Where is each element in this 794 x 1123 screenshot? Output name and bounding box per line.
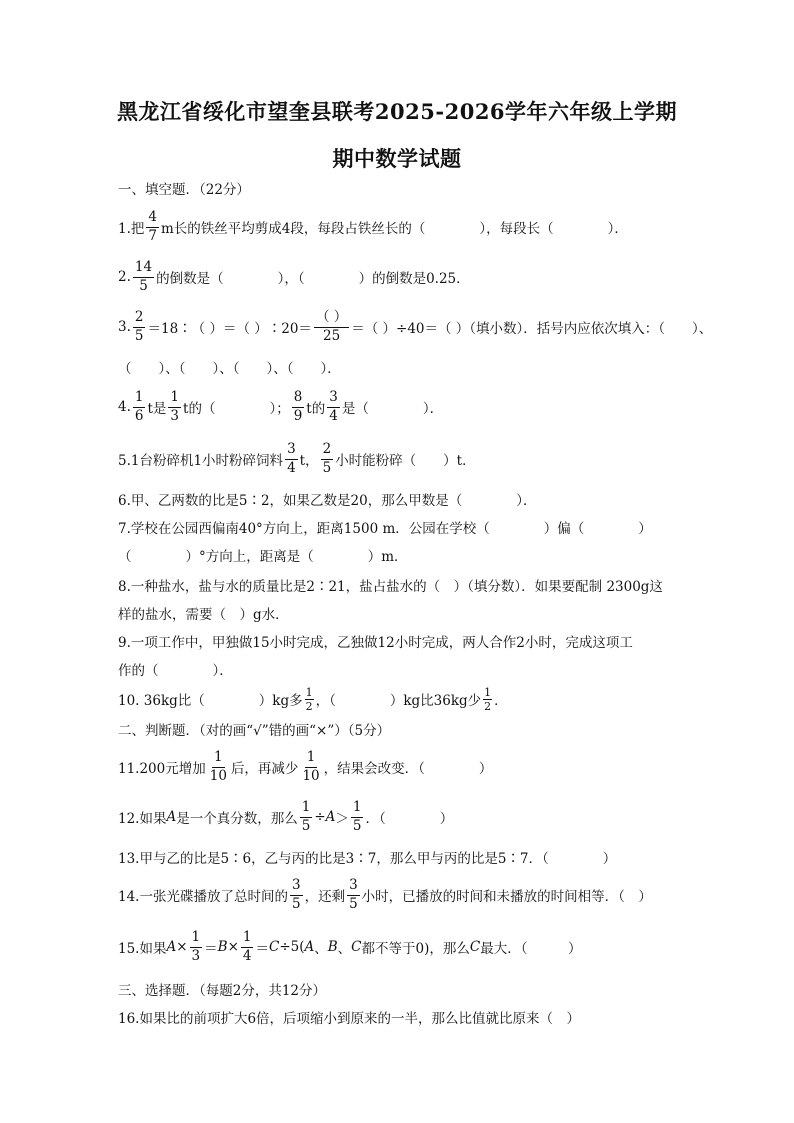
fraction: $\frac{1}{5}$	[352, 799, 362, 834]
fraction: $\frac{2}{5}$	[134, 309, 144, 344]
fraction: $\frac{3}{4}$	[329, 389, 338, 424]
title-line-2: 期中数学试题	[332, 146, 462, 171]
question-4: 4. $\frac{1}{6}$ t是 $\frac{1}{3}$ t的（ ）； $\frac{8}{9}$ t的 $\frac{3}{4}$ 是（ ）．	[118, 389, 444, 424]
question-16: 16.如果比的前项扩大6倍，后项缩小到原来的一半，那么比值就比原来（ ）	[118, 1011, 581, 1027]
question-2: 2. $\frac{14}{5}$ 的倒数是（ ），（ ）的倒数是0.25．	[118, 259, 470, 294]
fraction: $\frac{1}{5}$	[301, 799, 311, 834]
fraction: 1 2	[305, 685, 313, 713]
fraction: $\frac{3}{4}$	[287, 441, 296, 476]
fraction: $\frac{3}{5}$	[291, 877, 301, 912]
question-7: 7.学校在公园西偏南40°方向上，距离1500 m．公园在学校（ ）偏（ ）	[118, 521, 652, 537]
question-15: 15.如果 A × $\frac{1}{3}$ ＝ B × $\frac{1}{4}$ ＝ C ÷5( A 、 B 、 C 都不等于0)，那么 C 最大．（ ）	[118, 929, 582, 964]
section-heading-multiple-choice: 三、选择题．（每题2分，共12分）	[118, 983, 327, 999]
section-heading-true-false: 二、判断题．（对的画“√”错的画“×”）（5分）	[118, 723, 391, 739]
fraction: $\frac{1}{3}$	[170, 389, 180, 424]
question-6: 6.甲、乙两数的比是5∶2，如果乙数是20，那么甲数是（ ）．	[118, 493, 537, 509]
question-9: 9.一项工作中，甲独做15小时完成，乙独做12小时完成，两人合作2小时，完成这项工	[118, 635, 633, 651]
question-5: 5.1台粉碎机1小时粉碎饲料 $\frac{3}{4}$ t， $\frac{2}{5}$ 小时能粉碎（ ）t．	[118, 441, 476, 476]
question-7-line-2: （ ）°方向上，距离是（ ）m．	[118, 549, 408, 565]
question-13: 13.甲与乙的比是5∶6，乙与丙的比是3∶7，那么甲与丙的比是5∶7．（ ）	[118, 851, 617, 867]
fraction: 1 2	[484, 685, 492, 713]
question-12: 12.如果 A 是一个真分数，那么 $\frac{1}{5}$ ÷ A ＞ $\frac{1}{5}$ ．（ ）	[118, 799, 454, 834]
fraction: $\frac{14}{5}$	[134, 259, 153, 294]
question-10: 10. 36kg比（ ）kg多 1 2 ，（ ）kg比36kg少 1 2 ．	[118, 685, 508, 713]
question-14: 14.一张光碟播放了总时间的 $\frac{3}{5}$ ，还剩 $\frac{3}{5}$ 小时，已播放的时间和未播放的时间相等．（ ）	[118, 877, 652, 912]
section-heading-fill-in: 一、填空题．（22分）	[118, 182, 250, 198]
question-8-line-2: 样的盐水，需要（ ）g水．	[118, 607, 289, 623]
fraction: $\frac{2}{5}$	[322, 441, 332, 476]
fraction: $\frac{1}{3}$	[191, 929, 201, 964]
question-8: 8.一种盐水，盐与水的质量比是2∶21，盐占盐水的（ ）（填分数）．如果要配制 2300g这	[118, 579, 663, 595]
fraction: $\frac{1}{10}$	[209, 749, 227, 784]
fraction: $\frac{3}{5}$	[349, 877, 358, 912]
question-3-line-2: （ ）、（ ）、（ ）、（ ）．	[118, 361, 341, 377]
fraction: $\frac{1}{10}$	[302, 749, 320, 784]
question-11: 11.200元增加 $\frac{1}{10}$ 后，再减少 $\frac{1}{10}$ ，结果会改变．（ ）	[118, 749, 493, 784]
question-9-line-2: 作的（ ）．	[118, 663, 233, 679]
fraction: $\frac{1}{4}$	[242, 929, 252, 964]
question-1: 1.把 $\frac{4}{7}$ m长的铁丝平均剪成4段，每段占铁丝长的（ ），每段长（ ）．	[118, 209, 628, 244]
fraction: $\frac{8}{9}$	[293, 389, 303, 424]
title-line-1: 黑龙江省绥化市望奎县联考2025-2026学年六年级上学期	[116, 99, 678, 124]
fraction: $\frac{( )}{25}$	[315, 309, 348, 344]
fraction: $\frac{1}{6}$	[134, 389, 144, 424]
question-3: 3. $\frac{2}{5}$ ＝18∶（ ）＝（ ）∶20＝ $\frac{( )}{25}$ ＝（ ）÷40＝（ ）（填小数）．括号内应依次填入：（ ）、	[118, 309, 713, 344]
fraction: $\frac{4}{7}$	[148, 209, 157, 244]
